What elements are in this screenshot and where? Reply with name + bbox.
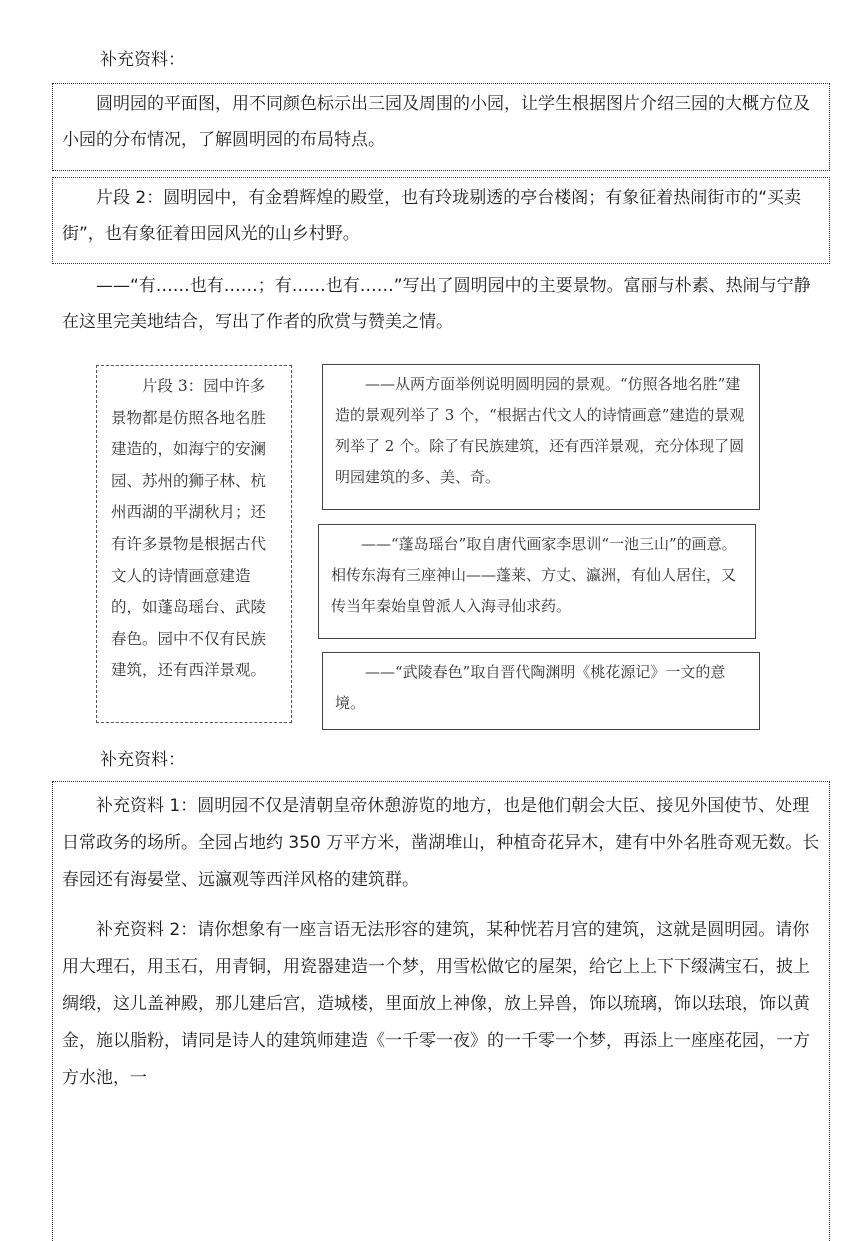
annotation-box-1: ——从两方面举例说明圆明园的景观。“仿照各地名胜”建造的景观列举了 3 个，“根据古代文人的诗情画意”建造的景观列举了 2 个。除了有民族建筑，还有西洋景观，充分体现了圆明园建筑的多、美、奇。 <box>322 364 760 510</box>
excerpt-3-box: 片段 3：园中许多景物都是仿照各地名胜建造的，如海宁的安澜园、苏州的狮子林、杭州西湖的平湖秋月；还有许多景物是根据古代文人的诗情画意建造的，如蓬岛瑶台、武陵春色。园中不仅有民族建筑，还有西洋景观。 <box>96 365 292 723</box>
analysis-paragraph: ——“有……也有……；有……也有……”写出了圆明园中的主要景物。富丽与朴素、热闹与宁静在这里完美地结合，写出了作者的欣赏与赞美之情。 <box>62 276 811 332</box>
supplement-label-1: 补充资料： <box>100 50 185 70</box>
excerpt-2-text: 片段 2：圆明园中，有金碧辉煌的殿堂，也有玲珑剔透的亭台楼阁；有象征着热闹街市的“买卖街”，也有象征着田园风光的山乡村野。 <box>62 188 802 244</box>
supplement-2-text: 补充资料 2：请你想象有一座言语无法形容的建筑，某种恍若月宫的建筑，这就是圆明园。请你用大理石，用玉石，用青铜，用瓷器建造一个梦，用雪松做它的屋架，给它上上下下缀满宝石，披上绸缎，这儿盖神殿，那儿建后宫，造城楼，里面放上神像，放上异兽，饰以琉璃，饰以珐琅，饰以黄金，施以脂粉，请同是诗人的建筑师建造《一千零一夜》的一千零一个梦，再添上一座座花园，一方方水池，一 <box>62 920 810 1088</box>
supplement-label-2: 补充资料： <box>100 750 185 770</box>
annotation-box-3: ——“武陵春色”取自晋代陶渊明《桃花源记》一文的意境。 <box>322 652 760 730</box>
annotation-box-2: ——“蓬岛瑶台”取自唐代画家李思训“一池三山”的画意。相传东海有三座神山——蓬莱、方丈、瀛洲，有仙人居住，又传当年秦始皇曾派人入海寻仙求药。 <box>318 524 756 639</box>
supplement-box-1-text: 圆明园的平面图，用不同颜色标示出三园及周围的小园，让学生根据图片介绍三园的大概方位及小园的分布情况，了解圆明园的布局特点。 <box>62 94 810 150</box>
supplement-1-text: 补充资料 1：圆明园不仅是清朝皇帝休憩游览的地方，也是他们朝会大臣、接见外国使节、处理日常政务的场所。全园占地约 350 万平方米，凿湖堆山，种植奇花异木，建有中外名胜奇观无数。长春园还有海晏堂、远瀛观等西洋风格的建筑群。 <box>62 796 820 890</box>
